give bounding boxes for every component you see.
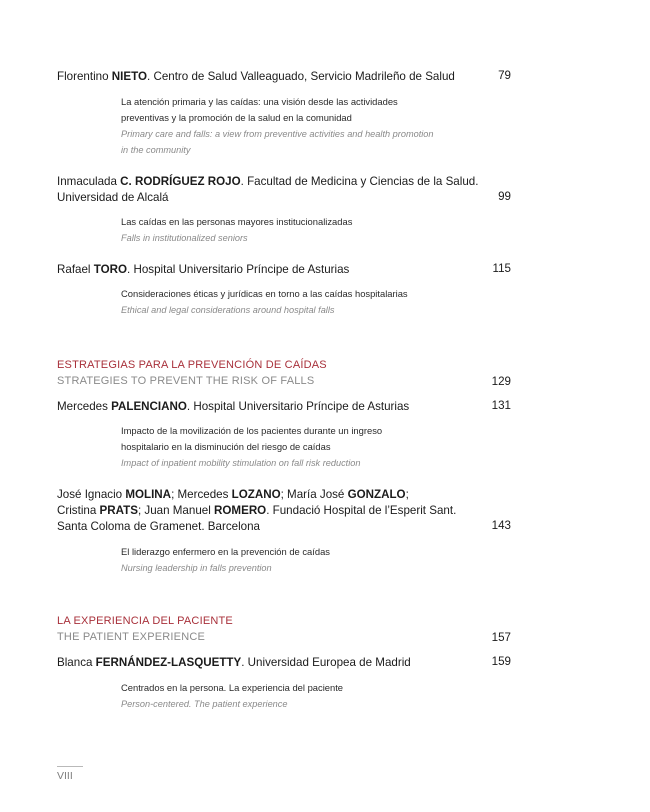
author-text: Cristina (57, 504, 100, 517)
page-number: 143 (491, 519, 511, 532)
article-title-en: Ethical and legal considerations around hospital falls (121, 305, 335, 315)
author-text: ; Juan Manuel (137, 504, 215, 517)
author-line (57, 69, 512, 85)
footer-rule (57, 766, 83, 767)
author-text: Florentino (57, 70, 112, 83)
article-block (121, 544, 481, 576)
author-surname: PALENCIANO (111, 400, 187, 413)
author-text: Inmaculada (57, 175, 121, 188)
author-surname: TORO (93, 263, 128, 276)
author-surname: GONZALO (347, 488, 406, 501)
section-title-es: ESTRATEGIAS PARA LA PREVENCIÓN DE CAÍDAS (57, 359, 327, 371)
article-title-es: Centrados en la persona. La experiencia del paciente (121, 682, 344, 693)
article-title-es: La atención primaria y las caídas: una visión desde las actividades (121, 96, 398, 107)
article-title-es: Impacto de la movilización de los pacientes durante un ingreso (121, 425, 383, 436)
author-text: ; María José (280, 488, 348, 501)
article-title-es: Las caídas en las personas mayores institucionalizadas (121, 216, 353, 227)
article-title-en: Impact of inpatient mobility stimulation on fall risk reduction (121, 458, 361, 468)
author-surname: FERNÁNDEZ-LASQUETTY (95, 656, 242, 669)
article-title-es: El liderazgo enfermero en la prevención de caídas (121, 546, 330, 557)
article-title-en: Nursing leadership in falls prevention (121, 563, 272, 573)
section-title-es: LA EXPERIENCIA DEL PACIENTE (57, 615, 233, 627)
section-page-number: 157 (491, 631, 511, 644)
author-text: . Hospital Universitario Príncipe de Asturias (186, 400, 410, 413)
article-title-es: preventivas y la promoción de la salud en la comunidad (121, 112, 352, 123)
article-title-en: Person-centered. The patient experience (121, 699, 288, 709)
author-surname: LOZANO (231, 488, 281, 501)
article-title-en: in the community (121, 145, 191, 155)
page-number: 79 (498, 69, 511, 82)
author-surname: MOLINA (125, 488, 172, 501)
author-text: . Hospital Universitario Príncipe de Asturias (127, 263, 350, 276)
author-surname: PRATS (99, 504, 138, 517)
section-page-number: 129 (491, 375, 511, 388)
page-number: 131 (491, 399, 511, 412)
author-text: Universidad de Alcalá (57, 191, 169, 204)
author-text: ; (405, 488, 409, 501)
article-block (121, 286, 481, 318)
author-surname: NIETO (111, 70, 147, 83)
article-block (121, 423, 481, 471)
article-block (121, 680, 481, 712)
author-text: ; Mercedes (171, 488, 232, 501)
author-line (57, 262, 512, 278)
footer-page-number: VIII (57, 770, 73, 782)
author-text: José Ignacio (57, 488, 126, 501)
author-text: Santa Coloma de Gramenet. Barcelona (57, 520, 261, 533)
page-number: 99 (498, 190, 511, 203)
article-block (121, 94, 481, 158)
author-text: . Centro de Salud Valleaguado, Servicio Madrileño de Salud (147, 70, 455, 83)
author-line (57, 399, 512, 415)
author-line (57, 174, 512, 206)
section-title-en: STRATEGIES TO PREVENT THE RISK OF FALLS (57, 375, 315, 387)
author-text: Blanca (57, 656, 96, 669)
page-number: 159 (491, 655, 511, 668)
article-title-es: Consideraciones éticas y jurídicas en torno a las caídas hospitalarias (121, 288, 408, 299)
article-block (121, 214, 481, 246)
article-title-en: Primary care and falls: a view from preventive activities and health promotion (121, 129, 434, 139)
author-line (57, 487, 512, 535)
article-title-es: hospitalario en la disminución del riesgo de caídas (121, 441, 331, 452)
author-text: . Facultad de Medicina y Ciencias de la Salud. (240, 175, 479, 188)
author-text: Rafael (57, 263, 94, 276)
author-line (57, 655, 512, 671)
author-text: . Fundació Hospital de l’Esperit Sant. (266, 504, 457, 517)
author-text: Mercedes (57, 400, 112, 413)
article-title-en: Falls in institutionalized seniors (121, 233, 248, 243)
section-title-en: THE PATIENT EXPERIENCE (57, 631, 206, 643)
author-text: . Universidad Europea de Madrid (241, 656, 411, 669)
author-surname: C. RODRÍGUEZ ROJO (120, 175, 241, 188)
author-surname: ROMERO (214, 504, 267, 517)
page-number: 115 (492, 262, 511, 275)
